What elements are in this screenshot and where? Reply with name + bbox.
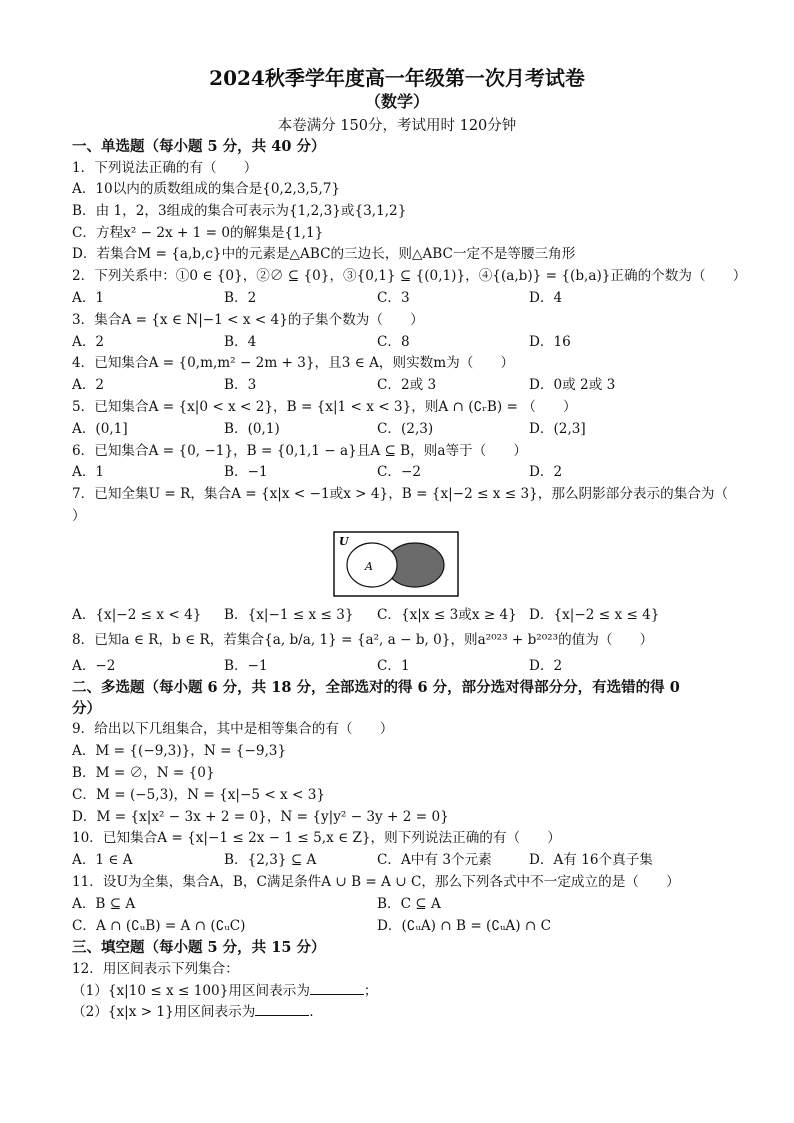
question-3-option-b: B．4 [224,334,257,350]
question-11-option-c: C．A ∩ (∁ᵤB) = A ∩ (∁ᵤC) [72,918,246,934]
question-4-option-d: D．0或 2或 3 [529,377,616,393]
question-5-option-b: B．(0,1) [224,421,280,437]
question-10-option-a: A．1 ∈ A [72,852,133,868]
question-4-stem: 4．已知集合A = {0,m,m² − 2m + 3}，且3 ∈ A，则实数m为（ ） [72,355,515,371]
question-9-option-d: D．M = {x|x² − 3x + 2 = 0}，N = {y|y² − 3y + 2 = 0} [72,809,449,825]
question-3-option-a: A．2 [72,334,105,350]
question-3-stem: 3．集合A = {x ∈ N|−1 < x < 4}的子集个数为（ ） [72,312,424,328]
question-5-option-d: D．(2,3] [529,421,586,437]
question-7-stem: 7．已知全集U = R，集合A = {x|x < −1或x > 4}，B = {x|−2 ≤ x ≤ 3}，那么阴影部分表示的集合为（ [72,486,729,502]
venn-label-a: A [365,560,373,573]
question-7-option-c: C．{x|x ≤ 3或x ≥ 4} [377,607,517,623]
question-2-stem: 2．下列关系中：①0 ∈ {0}，②∅ ⊆ {0}，③{0,1} ⊆ {(0,1)}，④{(a,b)} = {(b,a)}正确的个数为（ ） [72,268,747,284]
question-2-option-a: A．1 [72,290,105,306]
question-10-option-b: B．{2,3} ⊆ A [224,852,317,868]
question-11-stem: 11．设U为全集，集合A，B，C满足条件A ∪ B = A ∪ C，那么下列各式中不一定成立的是（ ） [72,874,680,890]
question-2-option-b: B．2 [224,290,257,306]
section-heading-single-choice: 一、单选题（每小题 5 分，共 40 分） [72,138,326,155]
question-12-part-2 [72,1003,314,1021]
question-12-part-2-text: （2）{x|x > 1}用区间表示为 [72,1004,256,1020]
question-3-option-c: C．8 [377,334,410,350]
question-12-part-2-blank[interactable] [255,1003,309,1016]
question-5-option-a: A．(0,1] [72,421,128,437]
venn-diagram [333,531,459,597]
question-6-option-c: C．−2 [377,464,422,480]
section-heading-multiple-choice: 二、多选题（每小题 6 分，共 18 分，全部选对的得 6 分，部分选对得部分分，有选错的得 0 [72,679,680,696]
question-6-option-b: B．−1 [224,464,268,480]
question-11-option-a: A．B ⊆ A [72,896,136,912]
question-6-stem: 6．已知集合A = {0, −1}，B = {0,1,1 − a}且A ⊆ B，则a等于（ ） [72,443,528,459]
question-7-option-b: B．{x|−1 ≤ x ≤ 3} [224,607,354,623]
question-7-option-a: A．{x|−2 ≤ x < 4} [72,607,202,623]
question-12-part-1 [72,982,378,1000]
question-8-option-c: C．1 [377,658,410,674]
venn-label-u: U [339,535,349,548]
question-12-part-1-blank[interactable] [310,982,364,995]
question-8-option-b: B．−1 [224,658,268,674]
exam-title: 2024秋季学年度高一年级第一次月考试卷 [209,66,585,90]
question-4-option-c: C．2或 3 [377,377,437,393]
question-6-option-a: A．1 [72,464,105,480]
question-8-option-a: A．−2 [72,658,116,674]
question-8-stem: 8．已知a ∈ R，b ∈ R，若集合{a, b/a, 1} = {a², a − b, 0}，则a²⁰²³ + b²⁰²³的值为（ ） [72,632,654,648]
question-3-option-d: D．16 [529,334,571,350]
question-12-part-1-end: ； [363,983,378,999]
question-5-option-c: C．(2,3) [377,421,434,437]
question-5-stem: 5．已知集合A = {x|0 < x < 2}，B = {x|1 < x < 3}，则A ∩ (∁ᵣB) = （ ） [72,399,577,415]
question-4-option-b: B．3 [224,377,257,393]
question-1-stem: 1．下列说法正确的有（ ） [72,160,258,176]
question-9-stem: 9．给出以下几组集合，其中是相等集合的有（ ） [72,721,394,737]
question-12-part-2-end: . [309,1004,314,1020]
question-2-option-c: C．3 [377,290,410,306]
question-9-option-a: A．M = {(−9,3)}，N = {−9,3} [72,743,287,759]
question-1-option-d: D．若集合M = {a,b,c}中的元素是△ABC的三边长，则△ABC一定不是等腰三角形 [72,246,576,262]
question-1-option-b: B．由 1，2，3组成的集合可表示为{1,2,3}或{3,1,2} [72,203,407,219]
question-7-option-d: D．{x|−2 ≤ x ≤ 4} [529,607,660,623]
question-1-option-a: A．10以内的质数组成的集合是{0,2,3,5,7} [72,181,341,197]
question-2-option-d: D．4 [529,290,563,306]
question-10-option-d: D．A有 16个真子集 [529,852,653,868]
exam-note: 本卷满分 150分，考试用时 120分钟 [277,118,517,134]
question-10-stem: 10．已知集合A = {x|−1 ≤ 2x − 1 ≤ 5,x ∈ Z}，则下列说法正确的有（ ） [72,830,561,846]
section-heading-fill-in: 三、填空题（每小题 5 分，共 15 分） [72,939,326,956]
question-11-option-d: D．(∁ᵤA) ∩ B = (∁ᵤA) ∩ C [377,918,551,934]
question-6-option-d: D．2 [529,464,563,480]
question-11-option-b: B．C ⊆ A [377,896,441,912]
exam-subject: （数学） [364,92,429,111]
question-9-option-c: C．M = (−5,3)，N = {x|−5 < x < 3} [72,787,326,803]
question-10-option-c: C．A中有 3个元素 [377,852,492,868]
question-7-stem-end: ） [72,508,86,524]
question-9-option-b: B．M = ∅，N = {0} [72,765,215,781]
question-12-stem: 12．用区间表示下列集合： [72,961,239,977]
section-heading-multiple-choice-end: 分） [72,700,101,717]
question-8-option-d: D．2 [529,658,563,674]
question-12-part-1-text: （1）{x|10 ≤ x ≤ 100}用区间表示为 [72,983,310,999]
question-1-option-c: C．方程x² − 2x + 1 = 0的解集是{1,1} [72,225,324,241]
question-4-option-a: A．2 [72,377,105,393]
